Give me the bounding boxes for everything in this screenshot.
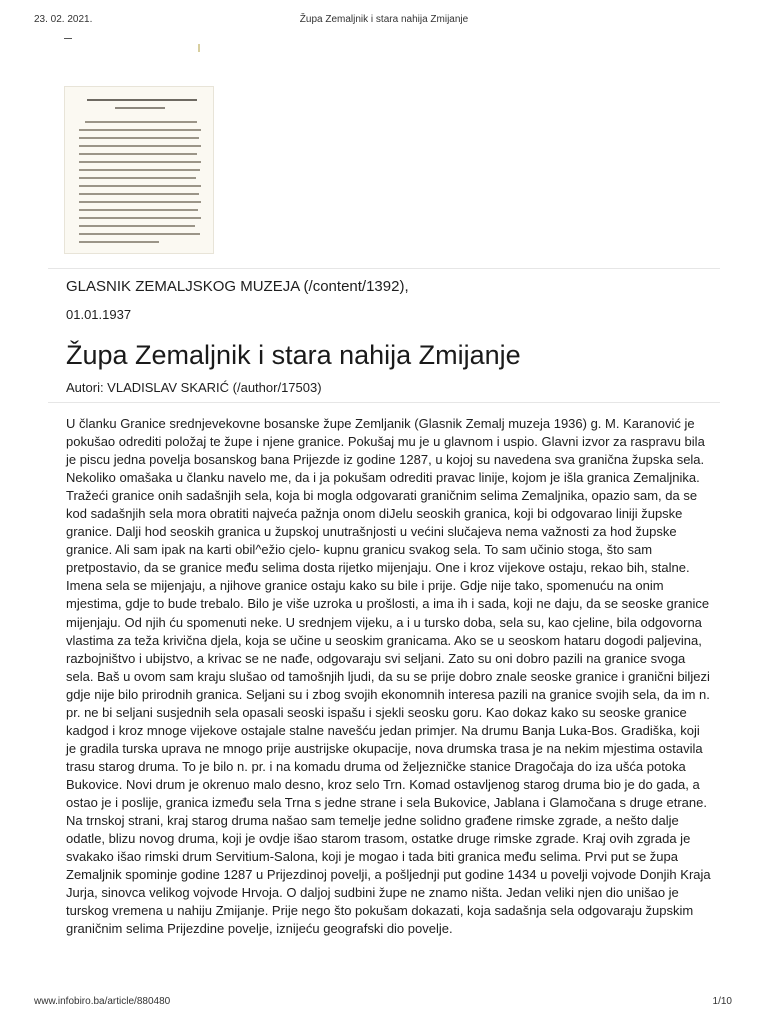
article-authors[interactable]: Autori: VLADISLAV SKARIĆ (/author/17503): [66, 380, 322, 395]
footer-url: www.infobiro.ba/article/880480: [34, 996, 171, 1007]
article-title: Župa Zemaljnik i stara nahija Zmijanje: [66, 340, 521, 370]
article-body: U članku Granice srednjevekovne bosanske župe Zemljanik (Glasnik Zemalj muzeja 1936) g. M. Karanović je pokušao odrediti položaj te župe i njene granice. Pokušaj mu je u glavnom i uspio. Glavni izvor za raspravu bila je piscu jedna povelja bosanskog bana Prijezde iz godine 1287, u kojoj su navedena sva granična župska sela. Nekoliko omašaka u članku navelo me, da i ja pokušam odrediti pravac linije, kojom je išla granica Zemaljnika. Tražeći granice onih sadašnjih sela, koja bi mogla odgovarati graničnim selima Zemaljnika, opazio sam, da se kod sadašnjih sela mora obratiti najveća pažnja onom diJelu seoskih granica, koji bi odgovarao liniji župske granice. Dalji hod seoskih granica u župskoj unutrašnjosti u većini slučajeva nema važnosti za hod župske granice. Ali sam ipak na karti obil^ežio cjelo- kupnu granicu svakog sela. To sam učinio stoga, što sam pretpostavio, da se granice među selima dosta rijetko mijenjaju. One i kroz vijekove ostaju, rekao bih, stalne. Imena sela se mijenjaju, a njihove granice ostaju kako su bile i prije. Gdje nije tako, spomenuću na onim mjestima, gdje to bude trebalo. Bilo je više uzroka u prošlosti, a ima ih i sada, koji ne daju, da se seoske granice mijenjaju. Od njih ću spomenuti neke. U srednjem vijeku, a i u tursko doba, sela su, kao cjeline, bila odgovorna vlastima za teža krivična djela, koja se učine u seoskim granicama. Ako se u seoskom hataru dogodi paljevina, razbojništvo i ubijstvo, a krivac se ne nađe, odgovaraju svi seljani. Zato su oni dobro pazili na granice svoga sela. Baš u ovom sam kraju slušao od tamošnjih ljudi, da su se prije dobro znale seoske granice i granični biljezi gdje nije bilo prirodnih granica. Seljani su i zbog svojih ekonomnih interesa pazili na granice svojih sela, da im n. pr. ne bi seljani susjednih sela opasali seoski ispašu i sjekli seosku goru. Kao dokaz kako su seoske granice kadgod i kroz mnoge vijekove ostajale stalne navešću jedan primjer. Na drumu Banja Luka-Bos. Gradiška, koji je gradila turska uprava ne mnogo prije austrijske okupacije, nova drumska trasa je na nekim mjestima ostavila trasu starog druma. To je bilo n. pr. i na komadu druma od željezničke stanice Dragočaja do iza ušća potoka Bukovice. Novi drum je okrenuo malo desno, kroz selo Trn. Komad ostavljenog starog druma bio je do gada, a ostao je i poslije, granica između sela Trna s jedne strane i sela Bukovice, Jablana i Glamočana s druge etrane. Na trnskoj strani, kraj starog druma našao sam temelje jedne solidno građene rimske zgrade, a nešto dalje odatle, blizu novog druma, koji je ovdje išao starom trasom, ostatke druge rimske zgrade. Kraj ovih zgrada je svakako išao rimski drum Servitium-Salona, koji je mogao i tada biti granica među selima. Prvi put se župa Zemaljnik spominje godine 1287 u Prijezdinoj povelji, a pošljednji put godine 1434 u povelji vojvode Donjih Kraja Jurja, sinovca velikog vojvode Hrvoja. O daljoj sudbini župe ne znamo ništa. Jedan veliki njen dio unišao je turskog vremena u nahiju Zmijanje. Prije nego što pokušam dokazati, koja sadašnja sela odgovaraju župskim graničnim selima Prijezdine povelje, iznijeću geografski dio povelje.: [66, 416, 711, 937]
publication-date: 01.01.1937: [66, 307, 132, 322]
journal-link[interactable]: GLASNIK ZEMALJSKOG MUZEJA (/content/1392),: [66, 278, 409, 295]
divider-mark: [64, 38, 72, 39]
document-thumbnail[interactable]: [64, 86, 214, 254]
print-page-title: Župa Zemaljnik i stara nahija Zmijanje: [299, 14, 469, 25]
page-number: 1/10: [712, 996, 732, 1007]
decorative-mark: [198, 44, 200, 52]
title-divider: [48, 402, 720, 403]
print-date: 23. 02. 2021.: [34, 14, 93, 25]
section-divider: [48, 268, 720, 269]
